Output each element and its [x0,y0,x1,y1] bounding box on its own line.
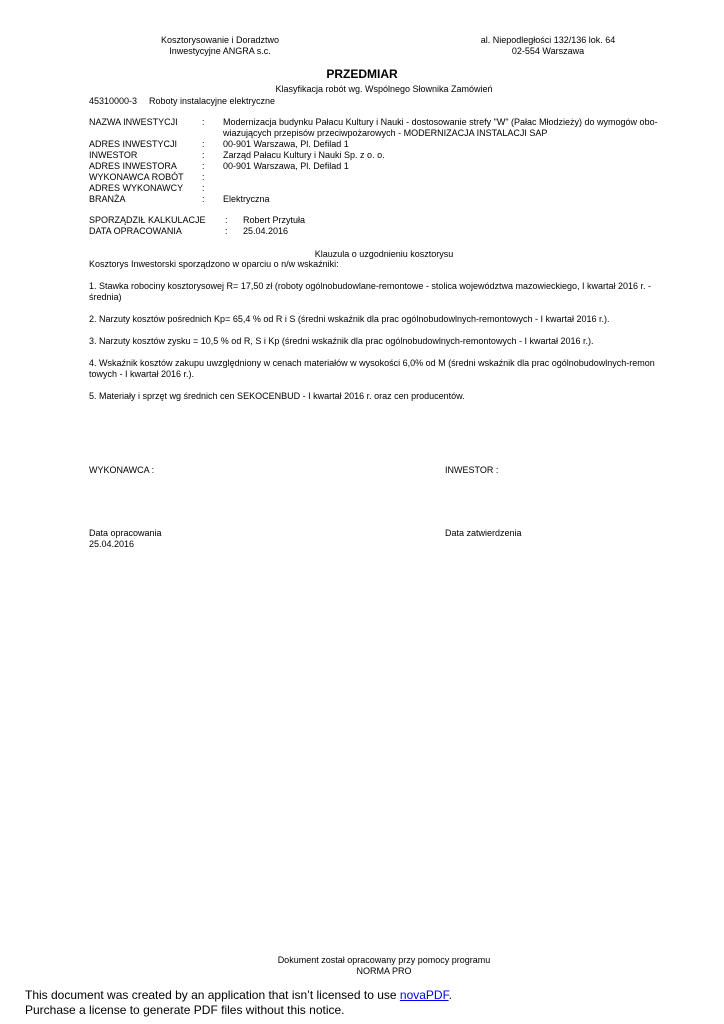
info-colon: : [202,139,205,149]
info-row-investment-address [89,139,689,150]
clause-point-5 [89,391,681,402]
kalk-label: DATA OPRACOWANIA [89,226,182,236]
kalk-value: Robert Przytuła [243,215,306,225]
license-notice-line2: Purchase a license to generate PDF files without this notice. [25,1003,345,1017]
license-notice [25,988,452,1018]
kalk-colon: : [225,226,228,236]
calculation-info [89,215,305,237]
info-value: 00-901 Warszawa, Pl. Defilad 1 [223,139,349,149]
license-notice-period: . [448,988,452,1002]
clause-point-4 [89,358,681,380]
company-name-line2: Inwestycyjne ANGRA s.c. [169,46,271,56]
clause-heading: Klauzula o uzgodnieniu kosztorysu [314,249,454,259]
license-notice-line1 [25,988,452,1003]
info-colon: : [202,183,205,193]
investor-signature-label: INWESTOR : [445,465,499,475]
footer-line2: NORMA PRO [356,966,412,976]
clause-point-line: towych - I kwartał 2016 r.). [89,369,195,379]
clause-point-2 [89,314,681,325]
info-colon: : [202,194,205,204]
info-colon: : [202,150,205,160]
novapdf-link[interactable]: novaPDF [399,988,449,1002]
info-value-line1: Modernizacja budynku Pałacu Kultury i Nauki - dostosowanie strefy "W" (Pałac Młodzieży) do wymogów obo- [223,117,658,127]
kalk-row-author [89,215,305,226]
info-label: BRANŻA [89,194,126,204]
info-label: ADRES INWESTYCJI [89,139,178,149]
info-label: ADRES WYKONAWCY [89,183,184,193]
investment-info [89,117,689,205]
contractor-signature-label: WYKONAWCA : [89,465,155,475]
info-row-contractor [89,172,689,183]
preparation-date-value: 25.04.2016 [89,539,135,549]
company-address [448,35,648,57]
document-title: PRZEDMIAR [326,67,398,81]
license-notice-text: This document was created by an application that isn’t licensed to use [25,988,400,1002]
cpv-code: 45310000-3 [89,96,138,106]
approval-date-label: Data zatwierdzenia [445,528,522,538]
company-header [120,35,320,57]
clause-point-line: 3. Narzuty kosztów zysku = 10,5 % od R, S i Kp (średni wskaźnik dla prac ogólnobudowlnych-remontowych - I kwartał 2016 r.). [89,336,594,346]
preparation-date-label: Data opracowania [89,528,162,538]
info-label: NAZWA INWESTYCJI [89,117,178,127]
clause-intro: Kosztorys Inwestorski sporządzono w oparciu o n/w wskaźniki: [89,259,339,269]
info-colon: : [202,172,205,182]
kalk-colon: : [225,215,228,225]
document-subtitle: Klasyfikacja robót wg. Wspólnego Słownika Zamówień [275,84,493,94]
info-value: 00-901 Warszawa, Pl. Defilad 1 [223,161,349,171]
kalk-label: SPORZĄDZIŁ KALKULACJE [89,215,206,225]
kalk-row-date [89,226,305,237]
info-value: Elektryczna [223,194,270,204]
info-label: WYKONAWCA ROBÓT [89,172,184,182]
info-value-line2: wiazujących przepisów przeciwpożarowych - MODERNIZACJA INSTALACJI SAP [223,128,548,138]
address-line1: al. Niepodległości 132/136 lok. 64 [480,35,616,45]
clause-point-3 [89,336,681,347]
footer-line1: Dokument został opracowany przy pomocy programu [277,955,491,965]
clause-point-line: 1. Stawka robociny kosztorysowej R= 17,50 zł (roboty ogólnobudowlane-remontowe - stolica województwa mazowieckiego, I kwartał 2016 r. - [89,281,652,291]
info-row-contractor-address [89,183,689,194]
cpv-name: Roboty instalacyjne elektryczne [149,96,276,106]
info-row-branch [89,194,689,205]
info-row-investor [89,150,689,161]
info-label: ADRES INWESTORA [89,161,177,171]
company-name-line1: Kosztorysowanie i Doradztwo [160,35,280,45]
software-footer [234,955,534,977]
info-value [223,183,689,194]
clause-point-line: 2. Narzuty kosztów pośrednich Kp= 65,4 % od R i S (średni wskaźnik dla prac ogólnobudowlnych-remontowych - I kwartał 2016 r.). [89,314,610,324]
info-colon: : [202,117,205,127]
preparation-date [89,528,162,550]
info-row-investor-address [89,161,689,172]
info-value [223,117,689,139]
info-colon: : [202,161,205,171]
info-value [223,172,689,183]
clause-point-1 [89,281,681,303]
clause-point-line: 4. Wskaźnik kosztów zakupu uwzględniony w cenach materiałów w wysokości 6,0% od M (średni wskaźnik dla prac ogólnobudowlnych-remon [89,358,655,368]
cpv-classification [89,96,275,107]
clause-point-line: 5. Materiały i sprzęt wg średnich cen SEKOCENBUD - I kwartał 2016 r. oraz cen producentów. [89,391,465,401]
info-value: Zarząd Pałacu Kultury i Nauki Sp. z o. o. [223,150,385,160]
info-row-investment-name [89,117,689,139]
clause-point-line: średnia) [89,292,122,302]
info-label: INWESTOR [89,150,138,160]
address-line2: 02-554 Warszawa [511,46,585,56]
kalk-value: 25.04.2016 [243,226,289,236]
